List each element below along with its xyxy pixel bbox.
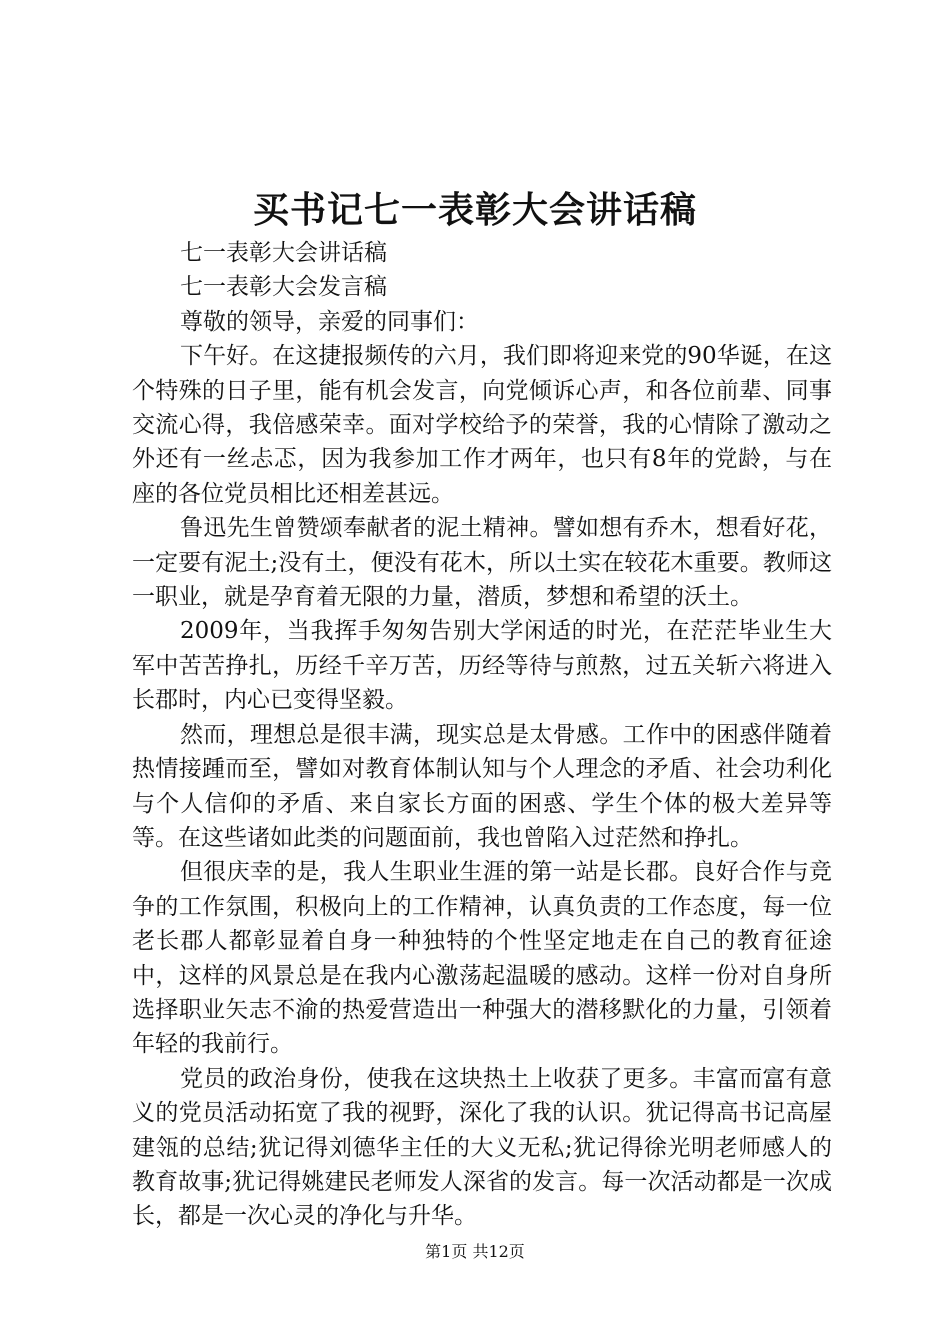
paragraph: 鲁迅先生曾赞颂奉献者的泥土精神。譬如想有乔木，想看好花，一定要有泥土;没有土，便没有花木，所以土实在较花木重要。教师这一职业，就是孕育着无限的力量，潜质，梦想和希望的沃土。 xyxy=(132,515,832,611)
paragraph: 七一表彰大会发言稿 xyxy=(180,274,387,301)
paragraph: 2009年，当我挥手匆匆告别大学闲适的时光，在茫茫毕业生大军中苦苦挣扎，历经千辛万苦，历经等待与煎熬，过五关斩六将进入长郡时，内心已变得坚毅。 xyxy=(132,618,832,714)
paragraph: 下午好。在这捷报频传的六月，我们即将迎来党的90华诞，在这个特殊的日子里，能有机会发言，向党倾诉心声，和各位前辈、同事交流心得，我倍感荣幸。面对学校给予的荣誉，我的心情除了激动之外还有一丝忐忑，因为我参加工作才两年，也只有8年的党龄，与在座的各位党员相比还相差甚远。 xyxy=(132,343,832,507)
paragraph: 尊敬的领导，亲爱的同事们： xyxy=(180,308,479,335)
paragraph: 然而，理想总是很丰满，现实总是太骨感。工作中的困惑伴随着热情接踵而至，譬如对教育体制认知与个人理念的矛盾、社会功利化与个人信仰的矛盾、来自家长方面的困惑、学生个体的极大差异等等。在这些诸如此类的问题面前，我也曾陷入过茫然和挣扎。 xyxy=(132,721,832,851)
paragraph: 但很庆幸的是，我人生职业生涯的第一站是长郡。良好合作与竞争的工作氛围，积极向上的工作精神，认真负责的工作态度，每一位老长郡人都彰显着自身一种独特的个性坚定地走在自己的教育征途中，这样的风景总是在我内心激荡起温暖的感动。这样一份对自身所选择职业矢志不渝的热爱营造出一种强大的潜移默化的力量，引领着年轻的我前行。 xyxy=(132,859,832,1058)
document-body xyxy=(132,236,832,1234)
paragraph: 党员的政治身份，使我在这块热土上收获了更多。丰富而富有意义的党员活动拓宽了我的视野，深化了我的认识。犹记得高书记高屋建瓴的总结;犹记得刘德华主任的大义无私;犹记得徐光明老师感人的教育故事;犹记得姚建民老师发人深省的发言。每一次活动都是一次成长，都是一次心灵的净化与升华。 xyxy=(132,1065,832,1230)
paragraph: 七一表彰大会讲话稿 xyxy=(180,240,387,266)
document-title: 买书记七一表彰大会讲话稿 xyxy=(252,189,697,231)
page-number-footer: 第1页 共12页 xyxy=(425,1242,525,1261)
